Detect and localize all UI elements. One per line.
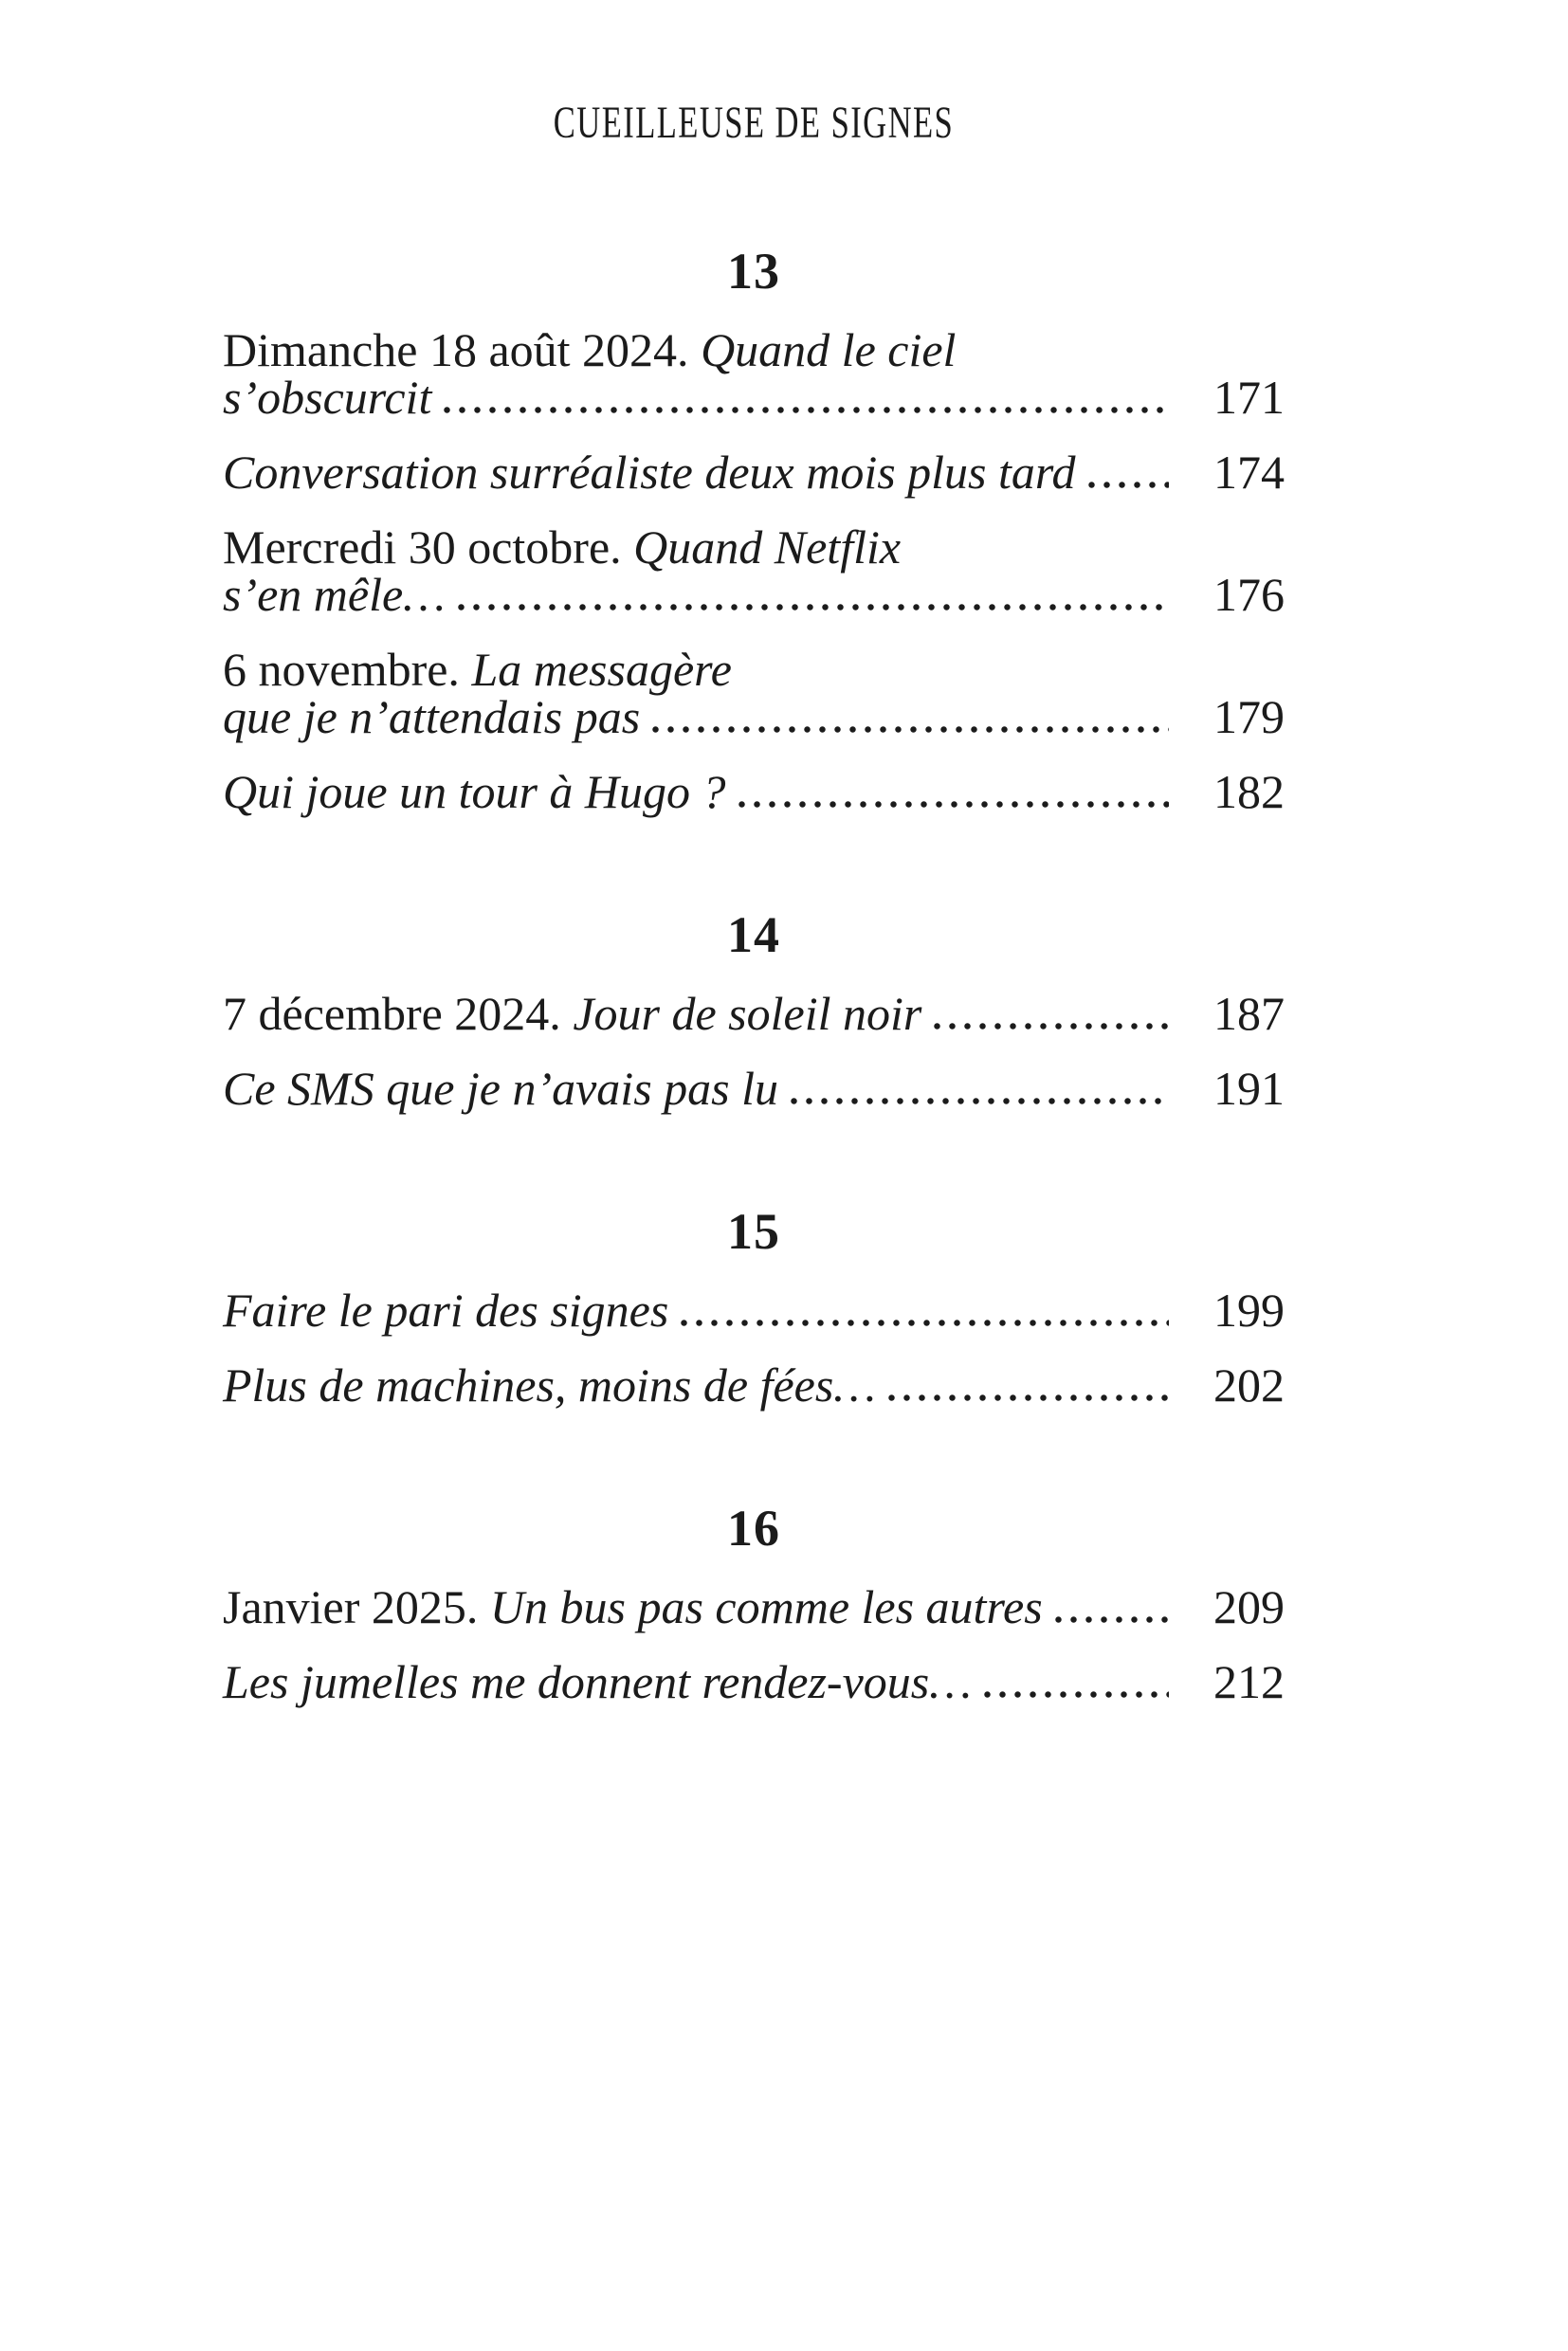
entry-title (223, 1062, 779, 1115)
chapter-entries (223, 1284, 1285, 1412)
dot-leader (984, 1691, 1169, 1698)
entry-title-italic: Quand Netflix (633, 520, 902, 574)
page-number: 199 (1213, 1284, 1285, 1337)
entry-line (223, 1655, 1285, 1708)
page-number: 182 (1213, 765, 1285, 818)
entry-line (223, 1062, 1285, 1115)
entry-line (223, 765, 1285, 818)
toc-entry (223, 987, 1285, 1040)
entry-line (223, 446, 1285, 499)
entry-line (223, 690, 1285, 743)
chapter-number: 15 (727, 1203, 780, 1260)
dot-leader (1055, 1616, 1169, 1623)
dot-leader (681, 1320, 1169, 1326)
toc-entry (223, 1358, 1285, 1412)
dot-leader (738, 801, 1169, 808)
entry-title-italic: Jour de soleil noir (573, 987, 922, 1040)
entry-title-italic: La messagère (471, 643, 732, 696)
page-number: 176 (1213, 568, 1285, 621)
chapter-entries (223, 1580, 1285, 1708)
entry-title-italic: que je n’attendais pas (223, 690, 641, 743)
entry-line (223, 1284, 1285, 1337)
entry-title-italic: Plus de machines, moins de fées… (223, 1358, 876, 1412)
toc-entry (223, 1062, 1285, 1115)
entry-line (223, 643, 1285, 696)
running-header: CUEILLEUSE DE SIGNES (553, 98, 955, 148)
entry-title-italic: Ce SMS que je n’avais pas lu (223, 1062, 779, 1115)
dot-leader (458, 604, 1169, 611)
toc-entry (223, 1655, 1285, 1708)
page-number: 202 (1213, 1358, 1285, 1412)
entry-line (223, 323, 1285, 376)
entry-title (223, 568, 446, 621)
entry-title-italic: Faire le pari des signes (223, 1284, 669, 1337)
entry-title (223, 1580, 1043, 1633)
chapter-entries (223, 323, 1285, 818)
chapter-number: 16 (727, 1500, 780, 1557)
entry-title (223, 446, 1076, 499)
page-content (223, 0, 1285, 1708)
entry-title-italic: Les jumelles me donnent rendez-vous… (223, 1655, 972, 1708)
chapter-number: 13 (727, 243, 780, 300)
entry-title-italic: s’en mêle… (223, 568, 446, 621)
page-number: 179 (1213, 690, 1285, 743)
toc-entry (223, 323, 1285, 424)
chapter-entries (223, 987, 1285, 1115)
dot-leader (1088, 482, 1169, 488)
page-number: 212 (1213, 1655, 1285, 1708)
toc-entry (223, 765, 1285, 818)
page-number: 191 (1213, 1062, 1285, 1115)
entry-title-roman: 6 novembre. (223, 643, 472, 696)
entry-title (223, 371, 432, 424)
dot-leader (444, 407, 1169, 413)
entry-title (223, 520, 901, 574)
entry-title (223, 1284, 669, 1337)
entry-line (223, 987, 1285, 1040)
entry-title (223, 987, 922, 1040)
dot-leader (652, 726, 1169, 733)
toc-section (223, 906, 1285, 1115)
entry-title (223, 1655, 972, 1708)
entry-line (223, 1580, 1285, 1633)
entry-title (223, 765, 726, 818)
toc-entry (223, 1284, 1285, 1337)
entry-title (223, 643, 732, 696)
toc-section (223, 243, 1285, 818)
entry-line (223, 371, 1285, 424)
table-of-contents (223, 243, 1285, 1708)
toc-entry (223, 643, 1285, 743)
entry-line (223, 568, 1285, 621)
entry-title-roman: Janvier 2025. (223, 1580, 490, 1633)
entry-title-italic: Qui joue un tour à Hugo ? (223, 765, 726, 818)
toc-section (223, 1203, 1285, 1412)
toc-entry (223, 446, 1285, 499)
entry-title-roman: Mercredi 30 octobre. (223, 520, 634, 574)
entry-title (223, 323, 956, 376)
chapter-number: 14 (727, 906, 780, 963)
entry-line (223, 520, 1285, 574)
toc-entry (223, 520, 1285, 621)
entry-title-italic: Un bus pas comme les autres (489, 1580, 1043, 1633)
dot-leader (934, 1023, 1169, 1030)
toc-section (223, 1500, 1285, 1708)
entry-title-italic: Conversation surréaliste deux mois plus tard (223, 446, 1076, 499)
entry-title-roman: 7 décembre 2024. (223, 987, 574, 1040)
entry-title (223, 690, 641, 743)
entry-title-roman: Dimanche 18 août 2024. (223, 323, 702, 376)
entry-title-italic: s’obscurcit (223, 371, 432, 424)
entry-line (223, 1358, 1285, 1412)
dot-leader (888, 1394, 1169, 1401)
entry-title-italic: Quand le ciel (701, 323, 957, 376)
page-number: 187 (1213, 987, 1285, 1040)
page-number: 171 (1213, 371, 1285, 424)
toc-entry (223, 1580, 1285, 1633)
page-number: 174 (1213, 446, 1285, 499)
entry-title (223, 1358, 876, 1412)
dot-leader (791, 1098, 1169, 1104)
page-number: 209 (1213, 1580, 1285, 1633)
